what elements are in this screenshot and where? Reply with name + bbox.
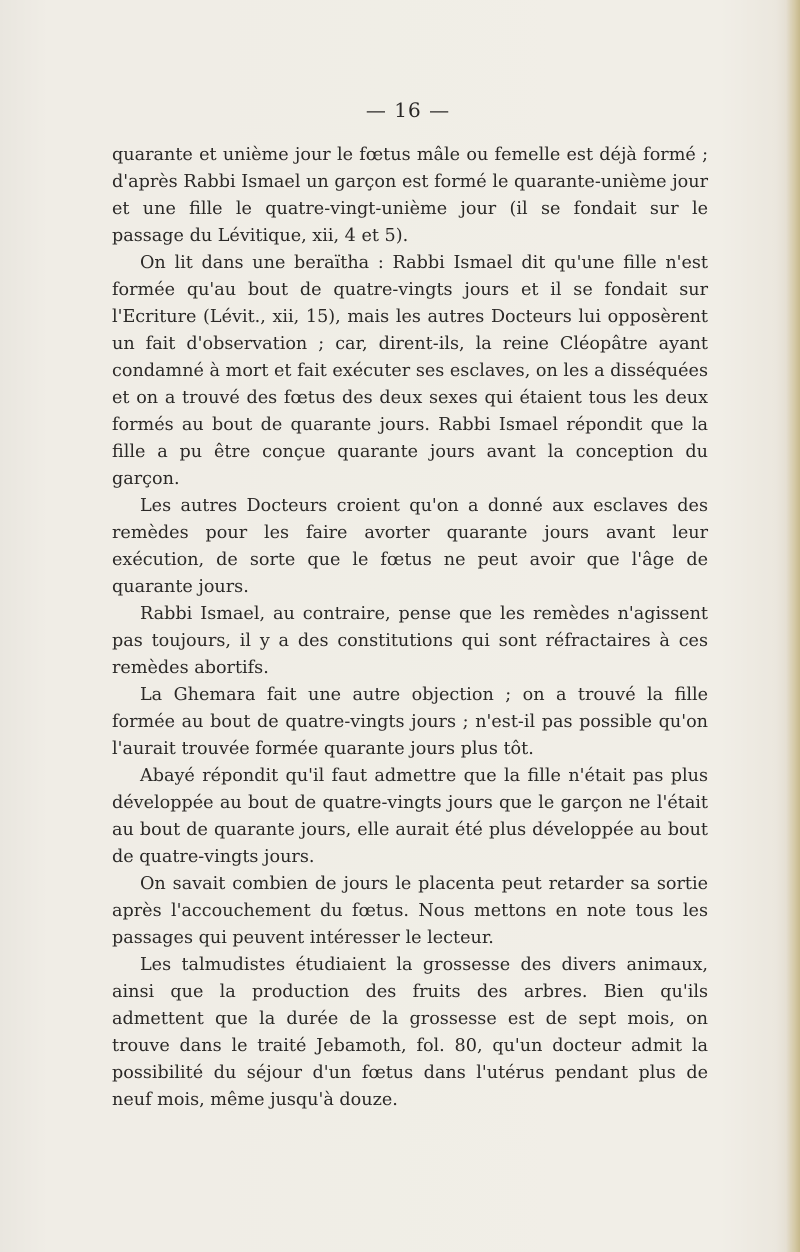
paragraph-4: Rabbi Ismael, au contraire, pense que les remèdes n'agissent pas toujours, il y a des constitutions qui sont réfractaires à ces remèdes abortifs. <box>112 604 708 678</box>
paragraph-5: La Ghemara fait une autre objection ; on a trouvé la fille formée au bout de quatre-vingts jours ; n'est-il pas possible qu'on l'aurait trouvée formée quarante jours plus tôt. <box>112 685 708 759</box>
paragraph-2: On lit dans une beraïtha : Rabbi Ismael dit qu'une fille n'est formée qu'au bout de quatre-vingts jours et il se fondait sur l'Ecriture (Lévit., xii, 15), mais les autres Docteurs lui opposèrent un fait d'observation ; car, dirent-ils, la reine Cléopâtre ayant condamné à mort et fait exécuter ses esclaves, on les a disséquées et on a trouvé des fœtus des deux sexes qui étaient tous les deux formés au bout de quarante jours. Rabbi Ismael répondit que la fille a pu être conçue quarante jours avant la conception du garçon. <box>112 253 708 489</box>
page-number: — 16 — <box>365 98 451 122</box>
paragraph-6: Abayé répondit qu'il faut admettre que la fille n'était pas plus développée au bout de quatre-vingts jours que le garçon ne l'était au bout de quarante jours, elle aurait été plus développée au bout de quatre-vingts jours. <box>112 766 708 867</box>
body-text <box>112 142 708 1114</box>
paragraph-1: quarante et unième jour le fœtus mâle ou femelle est déjà formé ; d'après Rabbi Ismael un garçon est formé le quarante-unième jour et une fille le quatre-vingt-unième jour (il se fondait sur le passage du Lévitique, xii, 4 et 5). <box>112 145 708 246</box>
page-edge-shading <box>786 0 800 1252</box>
paragraph-8: Les talmudistes étudiaient la grossesse des divers animaux, ainsi que la production des fruits des arbres. Bien qu'ils admettent que la durée de la grossesse est de sept mois, on trouve dans le traité Jebamoth, fol. 80, qu'un docteur admit la possibilité du séjour d'un fœtus dans l'utérus pendant plus de neuf mois, même jusqu'à douze. <box>112 955 708 1110</box>
paragraph-7: On savait combien de jours le placenta peut retarder sa sortie après l'accouchement du fœtus. Nous mettons en note tous les passages qui peuvent intéresser le lecteur. <box>112 874 708 948</box>
paragraph-3: Les autres Docteurs croient qu'on a donné aux esclaves des remèdes pour les faire avorter quarante jours avant leur exécution, de sorte que le fœtus ne peut avoir que l'âge de quarante jours. <box>112 496 708 597</box>
